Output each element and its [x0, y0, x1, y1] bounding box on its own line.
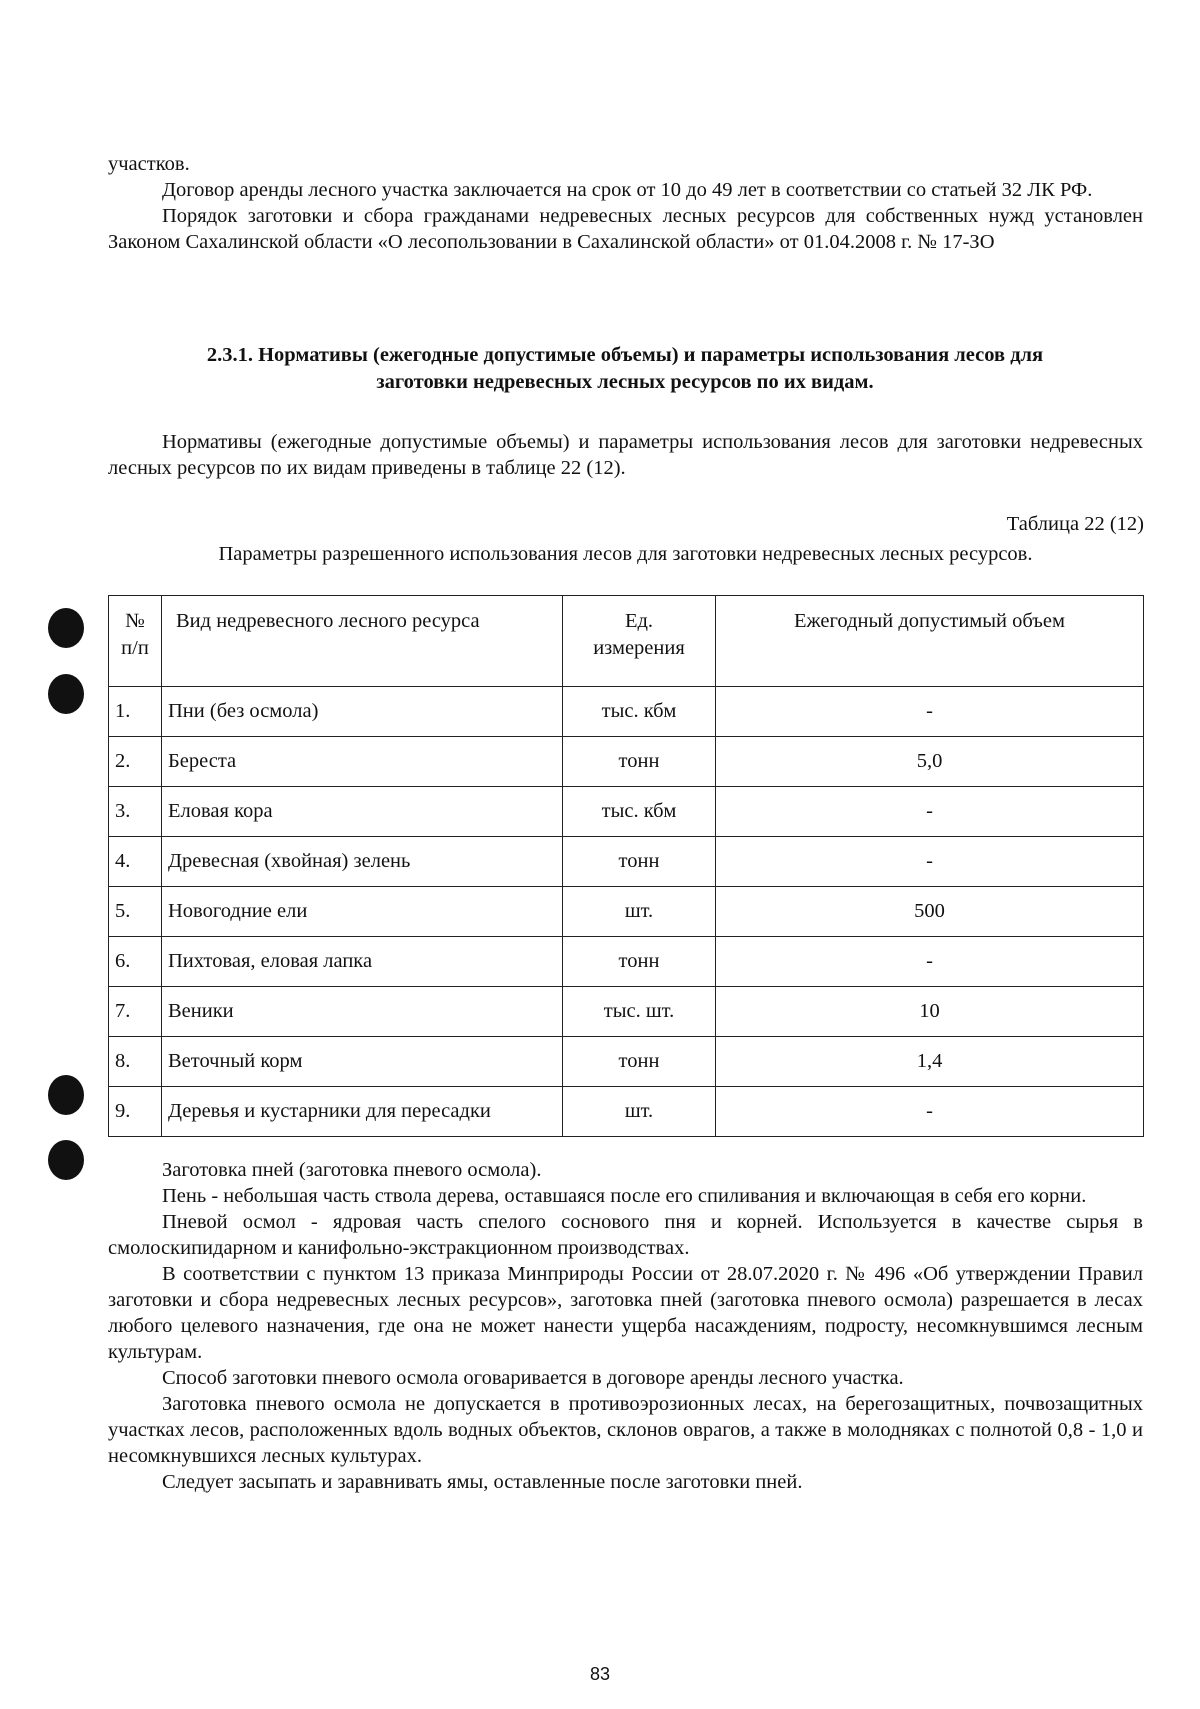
cell-num: 2.	[109, 737, 162, 787]
header-unit-line: измерения	[593, 637, 685, 659]
paragraph: Порядок заготовки и сбора гражданами недревесных лесных ресурсов для собственных нужд установлен Законом Сахалинской области «О лесопользовании в Сахалинской области» от 01.04.2008 г. № 17-ЗО	[108, 205, 1143, 253]
cell-volume: 1,4	[716, 1037, 1144, 1087]
cell-name: Еловая кора	[162, 787, 563, 837]
paragraph: Нормативы (ежегодные допустимые объемы) и параметры использования лесов для заготовки недревесных лесных ресурсов по их видам приведены в таблице 22 (12).	[108, 431, 1143, 479]
page-number: 83	[589, 1664, 611, 1684]
cell-num: 1.	[109, 687, 162, 737]
cell-name: Пихтовая, еловая лапка	[162, 937, 563, 987]
cell-unit: тонн	[563, 737, 716, 787]
header-name: Вид недревесного лесного ресурса	[162, 596, 563, 687]
table-row	[109, 1037, 1144, 1087]
paragraph: участков.	[108, 153, 190, 175]
table-row	[109, 687, 1144, 737]
cell-volume: -	[716, 1087, 1144, 1137]
cell-unit: тонн	[563, 837, 716, 887]
header-num-line: п/п	[121, 637, 149, 659]
cell-volume: 10	[716, 987, 1144, 1037]
header-volume: Ежегодный допустимый объем	[716, 596, 1144, 687]
table-row	[109, 937, 1144, 987]
cell-unit: тыс. кбм	[563, 787, 716, 837]
table-row	[109, 987, 1144, 1037]
cell-volume: -	[716, 837, 1144, 887]
paragraph: Договор аренды лесного участка заключается на срок от 10 до 49 лет в соответствии со статьей 32 ЛК РФ.	[162, 179, 1093, 201]
punch-hole	[48, 608, 84, 648]
punch-hole	[48, 674, 84, 714]
cell-num: 7.	[109, 987, 162, 1037]
header-unit-line: Ед.	[624, 610, 654, 632]
cell-name: Береста	[162, 737, 563, 787]
table-header-row	[109, 596, 1144, 687]
punch-hole	[48, 1075, 84, 1115]
table-caption: Параметры разрешенного использования лесов для заготовки недревесных лесных ресурсов.	[218, 543, 1033, 565]
section-heading-line: заготовки недревесных лесных ресурсов по их видам.	[376, 371, 874, 393]
paragraph: Заготовка пней (заготовка пневого осмола).	[162, 1159, 542, 1181]
cell-num: 4.	[109, 837, 162, 887]
cell-volume: 5,0	[716, 737, 1144, 787]
resources-table	[108, 595, 1144, 1137]
table-row	[109, 737, 1144, 787]
cell-name: Веники	[162, 987, 563, 1037]
cell-unit: тонн	[563, 1037, 716, 1087]
cell-num: 6.	[109, 937, 162, 987]
section-heading-line: 2.3.1. Нормативы (ежегодные допустимые объемы) и параметры использования лесов для	[206, 344, 1044, 366]
cell-volume: -	[716, 787, 1144, 837]
cell-volume: -	[716, 687, 1144, 737]
cell-unit: тыс. кбм	[563, 687, 716, 737]
cell-unit: шт.	[563, 1087, 716, 1137]
header-num-line: №	[125, 610, 145, 632]
bottom-text-block	[108, 1157, 1143, 1495]
cell-unit: тыс. шт.	[563, 987, 716, 1037]
header-unit	[563, 596, 716, 687]
paragraph: Следует засыпать и заравнивать ямы, оставленные после заготовки пней.	[162, 1471, 803, 1493]
paragraph: В соответствии с пунктом 13 приказа Минприроды России от 28.07.2020 г. № 496 «Об утверждении Правил заготовки и сбора недревесных лесных ресурсов», заготовка пней (заготовка пневого осмола) разрешается в лесах любого целевого назначения, где она не может нанести ущерба насаждениям, подросту, несомкнувшимся лесным культурам.	[108, 1263, 1143, 1363]
cell-name: Новогодние ели	[162, 887, 563, 937]
cell-name: Пни (без осмола)	[162, 687, 563, 737]
paragraph: Пневой осмол - ядровая часть спелого соснового пня и корней. Используется в качестве сырья в смолоскипидарном и канифольно-экстракционном производствах.	[108, 1211, 1143, 1259]
cell-name: Веточный корм	[162, 1037, 563, 1087]
cell-num: 9.	[109, 1087, 162, 1137]
section-heading	[120, 342, 1130, 396]
table-row	[109, 837, 1144, 887]
punch-hole	[48, 1140, 84, 1180]
cell-num: 5.	[109, 887, 162, 937]
cell-unit: шт.	[563, 887, 716, 937]
top-text-block	[108, 151, 1143, 255]
intro-text-block	[108, 429, 1143, 481]
paragraph: Пень - небольшая часть ствола дерева, оставшаяся после его спиливания и включающая в себя его корни.	[162, 1185, 1087, 1207]
table-row	[109, 1087, 1144, 1137]
cell-num: 8.	[109, 1037, 162, 1087]
header-num	[109, 596, 162, 687]
table-row	[109, 787, 1144, 837]
cell-num: 3.	[109, 787, 162, 837]
cell-volume: -	[716, 937, 1144, 987]
cell-name: Древесная (хвойная) зелень	[162, 837, 563, 887]
cell-unit: тонн	[563, 937, 716, 987]
paragraph: Способ заготовки пневого осмола оговаривается в договоре аренды лесного участка.	[162, 1367, 904, 1389]
table-row	[109, 887, 1144, 937]
cell-volume: 500	[716, 887, 1144, 937]
table-label: Таблица 22 (12)	[1006, 513, 1144, 535]
paragraph: Заготовка пневого осмола не допускается в противоэрозионных лесах, на берегозащитных, почвозащитных участках лесов, расположенных вдоль водных объектов, склонов оврагов, а также в молодняках с полнотой 0,8 - 1,0 и несомкнувшихся лесных культурах.	[108, 1393, 1143, 1467]
cell-name: Деревья и кустарники для пересадки	[162, 1087, 563, 1137]
